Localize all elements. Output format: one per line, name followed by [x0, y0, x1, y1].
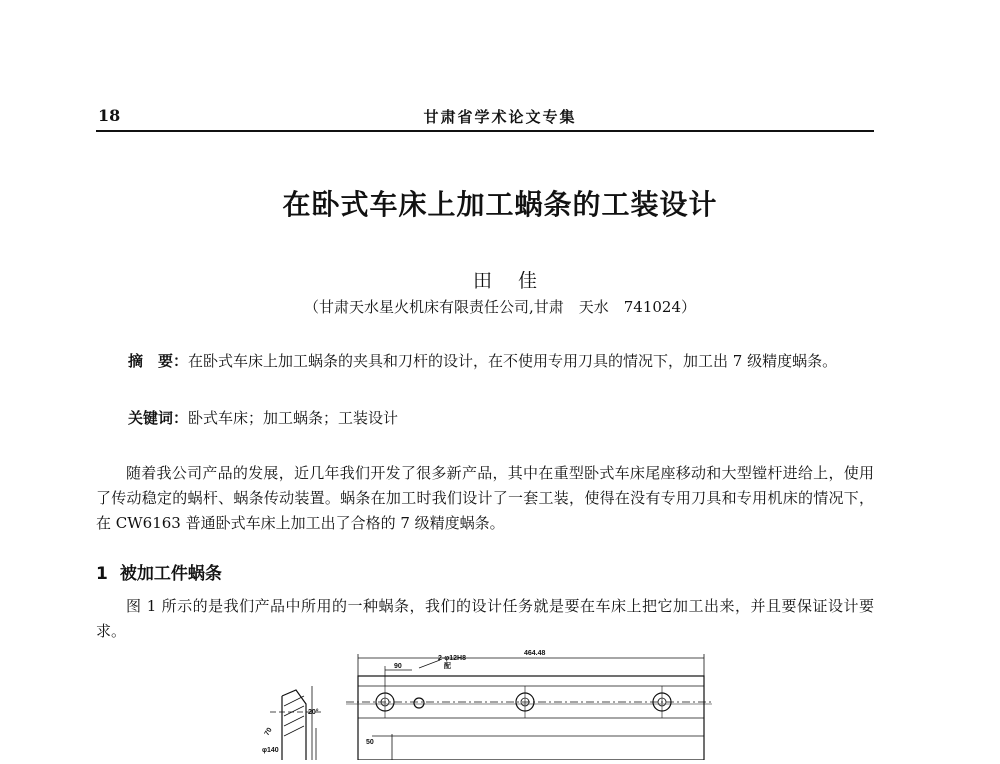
dim-holes: 2-φ12H8 [438, 655, 466, 662]
dim-small: 50 [366, 739, 374, 746]
abstract-label: 摘 要： [128, 352, 189, 370]
header-rule [96, 130, 874, 132]
body-paragraph-intro: 随着我公司产品的发展，近几年我们开发了很多新产品，其中在重型卧式车床尾座移动和大型镗杆进给上，使用了传动稳定的蜗杆、蜗条传动装置。蜗条在加工时我们设计了一套工装，使得在没有专用刀具和专用机床的情况下，在 CW6163 普通卧式车床上加工出了合格的 7 级精度蜗条。 [96, 464, 874, 532]
running-header: 甘肃省学术论文专集 [423, 108, 577, 126]
keywords [128, 407, 848, 428]
dim-thick: 70 [263, 726, 274, 737]
section-heading [96, 559, 222, 584]
dim-total: 464.48 [524, 650, 546, 657]
body-paragraph-figure-ref: 图 1 所示的是我们产品中所用的一种蜗条，我们的设计任务就是要在车床上把它加工出来，并且要保证设计要求。 [96, 597, 874, 640]
dim-pitch: 90 [394, 663, 402, 670]
keywords-text: 卧式车床；加工蜗条；工装设计 [188, 409, 399, 427]
side-hatch [284, 696, 304, 736]
abstract [128, 350, 848, 373]
keywords-label: 关键词： [128, 409, 189, 427]
affiliation: （甘肃天水星火机床有限责任公司,甘肃 天水 741024） [303, 298, 697, 316]
worm-rack-drawing [262, 646, 712, 760]
page-number: 18 [98, 106, 121, 125]
figure-1-drawing [262, 646, 712, 760]
section-title: 被加工件蜗条 [119, 564, 222, 584]
dim-hole-sub: 配 [444, 663, 451, 670]
author: 田 佳 [472, 270, 548, 292]
dim-depth: φ140 [262, 747, 279, 754]
paper-title: 在卧式车床上加工蜗条的工装设计 [282, 188, 718, 221]
abstract-text: 在卧式车床上加工蜗条的夹具和刀杆的设计，在不使用专用刀具的情况下，加工出 7 级精度蜗条。 [188, 352, 838, 370]
dim-angle: 20° [308, 709, 319, 716]
pin-hole [414, 698, 424, 708]
section-number: 1 [96, 564, 108, 584]
